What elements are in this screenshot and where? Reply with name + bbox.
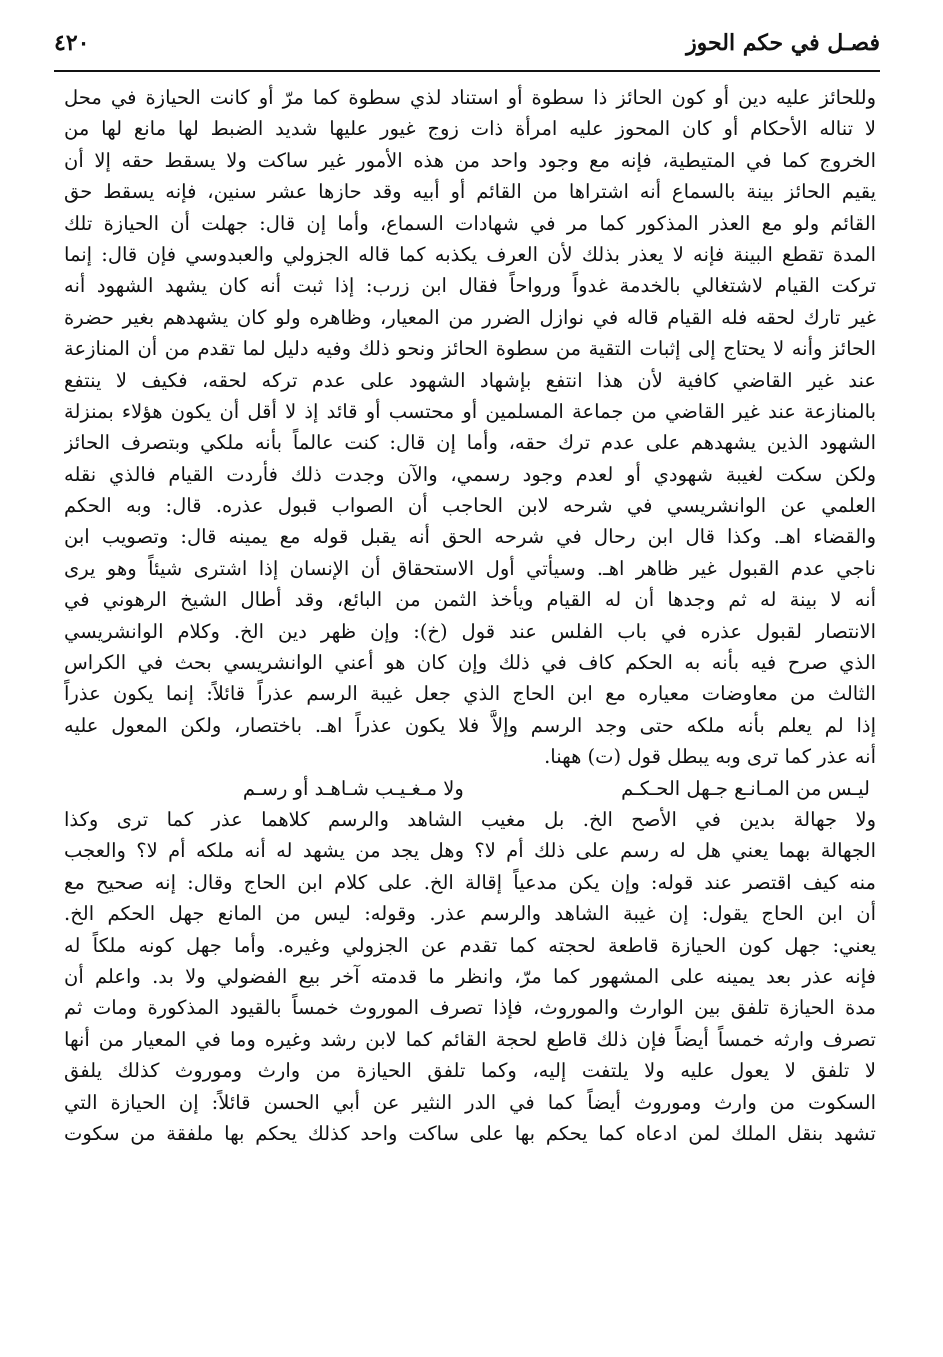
verse-hemistich-2: ولا مـغـيـب شـاهـد أو رسـم: [242, 776, 464, 800]
text-line: عند غير القاضي كافية لأن هذا انتفع بإشهاد الشهود على عدم تركه لحقه، فكيف لا ينتفع: [64, 368, 876, 392]
text-line: ناجي عدم القبول غير ظاهر اهـ. وسيأتي أول الاستحقاق أن الإنسان إذا اشترى شيئاً وهو يرى: [64, 556, 876, 580]
text-line: وللحائز عليه دين أو كون الحائز ذا سطوة أو استناد لذي سطوة كما مرّ أو كانت الحيازة في محل: [64, 86, 876, 109]
text-line: لا تناله الأحكام أو كان المحوز عليه امرأة ذات زوج غيور عليها شديد الضبط لها مانع لها من: [64, 117, 876, 141]
text-line: إذا لم يعلم بأنه ملكه حتى وجد الرسم وإلاَّ فلا يكون عذراً اهـ. باختصار، ولكن المعول عليه: [64, 713, 876, 737]
text-line: تركت القيام لاشتغالي بالخدمة غدواً ورواحاً فقال ابن زرب: إذا ثبت أنه كان يشهد الشهود أنه: [64, 274, 876, 298]
text-line: ولكن سكت لغيبة شهودي أو لعدم وجود رسمي، والآن وجدت ذلك فأردت القيام فالذي نقله: [64, 462, 876, 486]
text-line: الحائز وأنه لا يحتاج إلى إثبات التقية من سطوة الحائز ونحو ذلك وفيه دليل لما تقدم من أن المنازعة: [64, 337, 876, 361]
text-line: منه كيف اقتصر عند قوله: وإن يكن مدعياً إقالة الخ. على كلام ابن الحاج وقال: إنه صحيح مع: [64, 870, 876, 894]
text-line: ولا جهالة بدين في الأصح الخ. بل مغيب الشاهد والرسم كلاهما عذر كما ترى وكذا: [64, 807, 876, 831]
text-line: الثالث من معاوضات معياره مع ابن الحاج الذي جعل غيبة الرسم عذراً قائلاً: إنما يكون عذراً: [64, 682, 876, 706]
paragraph-1: [64, 82, 876, 773]
text-line: الخروج كما في المتيطية، فإنه مع وجود واحد من هذه الأمور غير ساكت ولا يسقط حقه إلا أن: [64, 148, 876, 172]
text-line: يقيم الحائز بينة بالسماع أنه اشتراها من القائم أو أبيه وقد حازها عشر سنين، فإنه يسقط حق: [64, 180, 876, 204]
text-line: المدة تقطع البينة فإنه لا يعذر بذلك لأن العرف يكذبه كما قاله الجزولي والعبدوسي فإن قال: إنما: [64, 242, 876, 266]
text-line: الانتصار لقبول عذره في باب الفلس عند قول (خ): وإن ظهر دين الخ. وكلام الوانشريسي: [64, 619, 876, 643]
text-line: الذي صرح فيه بأنه به الحكم كاف في ذلك وإن كان هو أعني الوانشريسي بحث في الكراس: [64, 651, 876, 675]
page-body: [64, 82, 876, 1149]
text-line: أن ابن الحاج يقول: إن غيبة الشاهد والرسم عذر. وقوله: ليس من المانع جهل الحكم الخ.: [64, 902, 876, 926]
text-line: تشهد بنقل الملك لمن ادعاه كما يحكم بها على ساكت واحد كذلك يحكم بها ملفقة من سكوت: [64, 1121, 876, 1145]
text-line: الشهود الذين يشهدهم على عدم ترك حقه، وأما إن قال: كنت عالماً بأنه ملكي وبتصرف الحائز: [64, 431, 876, 455]
running-title: فصـل في حكم الحوز: [686, 30, 880, 56]
text-line: القائم ولو مع العذر المذكور كما مر في شهادات السماع، وأما إن قال: جهلت أن الحيازة تلك: [64, 211, 876, 235]
header-rule: [54, 70, 880, 72]
text-line: العلمي عن الوانشريسي في شرحه لابن الحاجب أن الصواب قبول عذره. قال: وبه الحكم: [64, 494, 876, 518]
text-line: غير تارك لحقه فله القيام قاله في نوازل الضرر من المعيار، وظاهره ولو كان يشهدهم بغير حضرة: [64, 305, 876, 329]
verse-line: [64, 773, 876, 804]
text-line: أنه عذر كما ترى وبه يبطل قول (ت) ههنا.: [544, 745, 876, 769]
text-line: والقضاء اهـ. وكذا قال ابن رحال في شرحه الحق أنه يقبل قوله مع يمينه قال: وتصويب ابن: [64, 525, 876, 549]
text-line: فإنه عذر بعد يمينه على المشهور كما مرّ، وانظر ما قدمته آخر بيع الفضولي ولا بد. واعلم أن: [64, 964, 876, 988]
page-number: ٤٢٠: [54, 30, 90, 56]
text-line: تصرف وارثه خمساً أيضاً فإن ذلك قاطع لحجة القائم كما لابن رشد وغيره وما في المعيار من أنها: [64, 1027, 876, 1051]
paragraph-2: [64, 804, 876, 1149]
text-line: لا تلفق لا يعول عليه ولا يلتفت إليه، وكما تلفق الحيازة من وارث وموروث كذلك يلفق: [64, 1059, 876, 1083]
text-line: الجهالة بهما يعني هل له رسم على ذلك أم لا؟ وهل يجد من يشهد له أنه ملكه أم لا؟ والعجب: [64, 839, 876, 863]
text-line: يعني: جهل كون الحيازة قاطعة لحجته كما تقدم عن الجزولي وغيره. وأما جهل كونه ملكاً له: [64, 933, 876, 957]
text-line: أنه لا بينة له ثم وجدها أن له القيام ويأخذ الثمن من البائع، وقد أطال الشيخ الرهوني في: [64, 588, 876, 612]
text-line: مدة الحيازة تلفق بين الوارث والموروث، فإذا تصرف الموروث خمساً بالقيود المذكورة ومات ثم: [64, 996, 876, 1020]
text-line: بالمنازعة عند غير القاضي من جماعة المسلمين أو محتسب أو قائد إذ لا أقل أن يكون هؤلاء بمنزلة: [64, 399, 876, 423]
verse-hemistich-1: ليـس من المـانـع جـهل الحـكـم: [621, 776, 870, 800]
page-header: [54, 28, 880, 68]
text-line: السكوت من وارث وموروث أيضاً كما في الدر النثير عن أبي الحسن قائلاً: إن الحيازة التي: [64, 1090, 876, 1114]
